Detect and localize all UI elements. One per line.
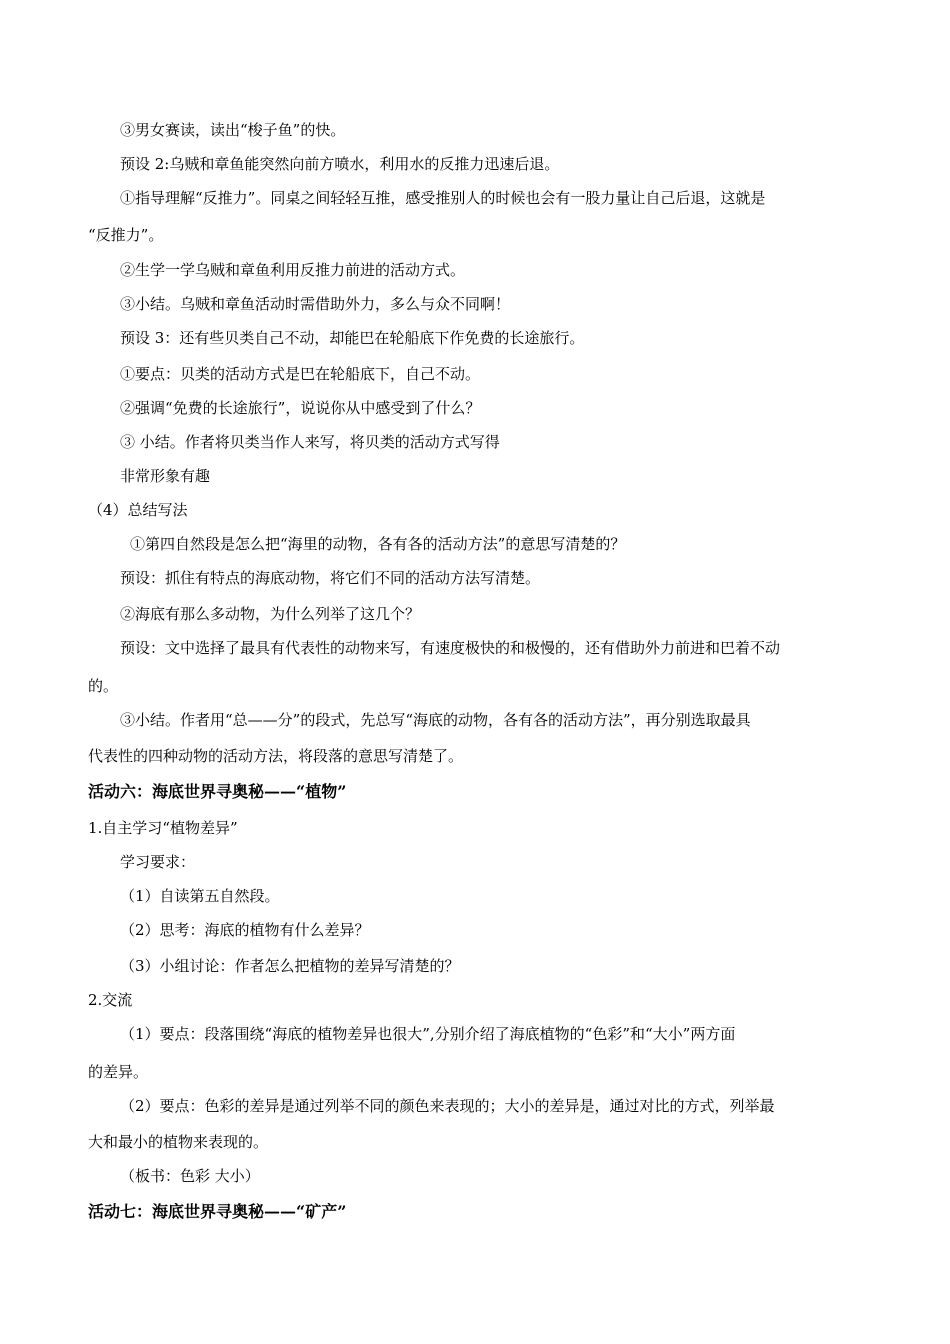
- text-line-14: 预设：抓住有特点的海底动物，将它们不同的活动方法写清楚。: [120, 569, 541, 587]
- text-line-21: 1.自主学习“植物差异”: [88, 819, 238, 837]
- text-line-2: 预设 2:乌贼和章鱼能突然向前方喷水，利用水的反推力迅速后退。: [120, 155, 560, 173]
- text-line-3: ①指导理解“反推力”。同桌之间轻轻互推，感受推别人的时候也会有一股力量让自己后退，这就是: [120, 189, 766, 207]
- text-line-18: ③小结。作者用“总——分”的段式，先总写“海底的动物，各有各的活动方法”，再分别选取最具: [120, 711, 751, 729]
- text-line-15: ②海底有那么多动物，为什么列举了这几个？: [120, 605, 421, 623]
- text-line-25: （3）小组讨论：作者怎么把植物的差异写清楚的？: [120, 957, 460, 975]
- text-line-23: （1）自读第五自然段。: [120, 887, 280, 905]
- text-line-13: ①第四自然段是怎么把“海里的动物，各有各的活动方法”的意思写清楚的？: [130, 535, 626, 553]
- text-line-22: 学习要求：: [120, 853, 196, 871]
- text-line-16: 预设：文中选择了最具有代表性的动物来写，有速度极快的和极慢的，还有借助外力前进和巴着不动: [120, 639, 781, 657]
- text-line-6: ③小结。乌贼和章鱼活动时需借助外力，多么与众不同啊！: [120, 295, 511, 313]
- text-line-29: （2）要点：色彩的差异是通过列举不同的颜色来表现的；大小的差异是，通过对比的方式，列举最: [120, 1097, 775, 1115]
- text-line-31: （板书：色彩 大小）: [120, 1167, 260, 1185]
- text-line-17: 的。: [88, 677, 119, 695]
- text-line-30: 大和最小的植物来表现的。: [88, 1133, 269, 1151]
- text-line-12: （4）总结写法: [88, 501, 188, 519]
- text-line-28: 的差异。: [88, 1063, 149, 1081]
- text-line-9: ②强调“免费的长途旅行”，说说你从中感受到了什么？: [120, 399, 481, 417]
- text-line-24: （2）思考：海底的植物有什么差异？: [120, 921, 370, 939]
- text-line-11: 非常形象有趣: [120, 467, 211, 485]
- text-line-1: ③男女赛读，读出“梭子鱼”的快。: [120, 121, 346, 139]
- text-line-4: “反推力”。: [88, 226, 164, 244]
- text-line-5: ②生学一学乌贼和章鱼利用反推力前进的活动方式。: [120, 261, 466, 279]
- text-line-7: 预设 3：还有些贝类自己不动，却能巴在轮船底下作免费的长途旅行。: [120, 329, 585, 347]
- section-heading-activity-6: 活动六：海底世界寻奥秘——“植物”: [88, 782, 347, 801]
- section-heading-activity-7: 活动七：海底世界寻奥秘——“矿产”: [88, 1202, 347, 1221]
- text-line-26: 2.交流: [88, 991, 133, 1009]
- text-line-19: 代表性的四种动物的活动方法，将段落的意思写清楚了。: [88, 747, 464, 765]
- text-line-27: （1）要点：段落围绕“海底的植物差异也很大”,分别介绍了海底植物的“色彩”和“大小”两方面: [120, 1025, 736, 1043]
- text-line-10: ③ 小结。作者将贝类当作人来写，将贝类的活动方式写得: [120, 433, 500, 451]
- text-line-8: ①要点：贝类的活动方式是巴在轮船底下，自己不动。: [120, 365, 481, 383]
